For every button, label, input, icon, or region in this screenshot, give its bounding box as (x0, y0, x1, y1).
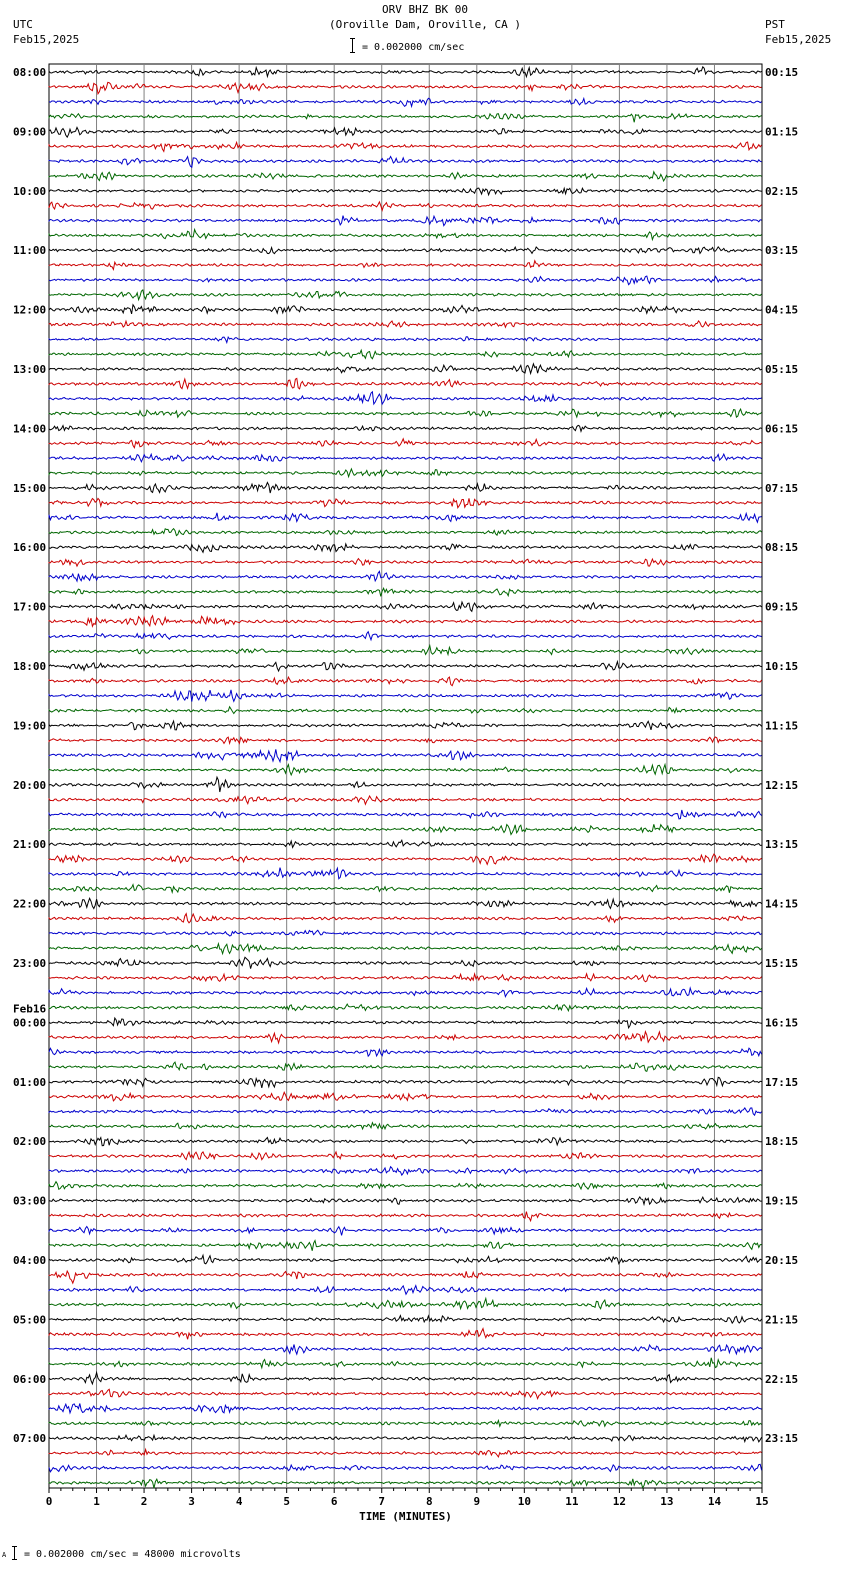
seismic-trace (49, 749, 762, 761)
seismic-trace (49, 454, 762, 462)
seismic-trace (49, 230, 762, 240)
pst-hour-label: 17:15 (765, 1075, 799, 1089)
seismic-trace (49, 662, 762, 671)
x-tick-label: 0 (45, 1495, 53, 1508)
pst-hour-label: 20:15 (765, 1254, 799, 1267)
seismic-trace (49, 67, 762, 77)
seismic-trace (49, 1389, 762, 1398)
seismic-trace (49, 885, 762, 893)
seismic-trace (49, 1435, 762, 1442)
seismic-trace (49, 765, 762, 775)
seismic-trace (49, 1227, 762, 1236)
seismic-trace (49, 1167, 762, 1175)
seismic-trace (49, 1138, 762, 1146)
header-scale-label: = 0.002000 cm/sec (362, 42, 465, 53)
pst-hour-label: 02:15 (765, 184, 799, 198)
seismic-trace (49, 1286, 762, 1295)
seismic-trace (49, 1421, 762, 1427)
x-tick-label: 4 (235, 1495, 243, 1508)
seismic-trace (49, 98, 762, 106)
x-axis-label: TIME (MINUTES) (359, 1510, 452, 1523)
seismic-trace (49, 544, 762, 552)
utc-hour-label: 14:00 (13, 422, 47, 436)
x-tick-label: 9 (473, 1495, 481, 1508)
pst-hour-label: 14:15 (765, 897, 799, 911)
pst-hour-label: 11:15 (765, 719, 799, 733)
seismic-trace (49, 707, 762, 714)
footer-scale-label: = 0.002000 cm/sec = 48000 microvolts (24, 1549, 241, 1560)
utc-hour-label: 10:00 (13, 184, 47, 198)
seismic-trace (49, 1358, 762, 1368)
seismic-trace (49, 439, 762, 448)
seismic-trace (49, 1404, 762, 1413)
seismic-trace (49, 321, 762, 327)
pst-hour-label: 00:15 (765, 66, 799, 79)
seismic-trace (49, 1479, 762, 1488)
seismic-trace (49, 1077, 762, 1088)
seismic-trace (49, 1197, 762, 1204)
seismic-trace (49, 854, 762, 864)
seismic-trace (49, 127, 762, 137)
seismic-trace (49, 810, 762, 819)
seismic-trace (49, 632, 762, 640)
date-change-label: Feb16 (13, 1002, 47, 1016)
utc-hour-label: 01:00 (13, 1075, 47, 1089)
pst-hour-label: 07:15 (765, 481, 799, 495)
seismic-trace (49, 202, 762, 210)
seismic-trace (49, 1212, 762, 1221)
right-timezone: PST (765, 18, 785, 31)
left-date: Feb15,2025 (13, 33, 80, 46)
utc-hour-label: 19:00 (13, 719, 47, 733)
pst-hour-label: 13:15 (765, 838, 799, 852)
seismic-trace (49, 142, 762, 151)
x-tick-label: 14 (707, 1495, 722, 1508)
seismic-trace (49, 796, 762, 804)
seismic-trace (49, 571, 762, 581)
utc-hour-label: 18:00 (13, 660, 47, 673)
pst-hour-label: 08:15 (765, 541, 799, 555)
seismic-trace (49, 350, 762, 359)
station-title: ORV BHZ BK 00 (381, 3, 469, 16)
seismic-trace (49, 616, 762, 627)
pst-hour-label: 09:15 (765, 600, 799, 614)
seismic-trace (49, 824, 762, 834)
utc-hour-label: 22:00 (13, 897, 47, 911)
utc-hour-label: 15:00 (13, 481, 47, 495)
utc-hour-label: 08:00 (13, 66, 47, 79)
utc-hour-label: 11:00 (13, 244, 47, 258)
seismic-trace (49, 1123, 762, 1129)
seismic-trace (49, 974, 762, 982)
seismic-trace (49, 290, 762, 300)
seismic-trace (49, 1018, 762, 1028)
utc-hour-label: 09:00 (13, 125, 47, 139)
seismic-trace (49, 216, 762, 226)
utc-hour-label: 00:00 (13, 1016, 47, 1030)
pst-hour-label: 10:15 (765, 660, 799, 673)
seismic-trace (49, 840, 762, 847)
seismic-trace (49, 677, 762, 686)
seismic-trace (49, 737, 762, 743)
station-location: (Oroville Dam, Oroville, CA ) (328, 18, 522, 31)
x-tick-label: 2 (140, 1495, 148, 1508)
pst-hour-label: 22:15 (765, 1372, 799, 1386)
seismic-trace (49, 1271, 762, 1283)
right-date: Feb15,2025 (765, 33, 832, 46)
seismic-trace (49, 188, 762, 195)
x-tick-label: 15 (755, 1495, 769, 1508)
utc-hour-label: 23:00 (13, 957, 47, 970)
seismic-trace (49, 559, 762, 567)
seismic-trace (49, 529, 762, 536)
seismic-trace (49, 337, 762, 343)
seismic-trace (49, 1316, 762, 1324)
seismic-trace (49, 588, 762, 596)
seismic-trace (49, 602, 762, 611)
utc-hour-label: 21:00 (13, 838, 47, 852)
pst-hour-label: 03:15 (765, 244, 799, 258)
pst-hour-label: 23:15 (765, 1432, 799, 1446)
seismic-trace (49, 483, 762, 494)
seismic-trace (49, 1048, 762, 1056)
utc-hour-label: 05:00 (13, 1313, 47, 1327)
x-tick-label: 10 (517, 1495, 531, 1508)
seismic-trace (49, 261, 762, 270)
seismic-trace (49, 1152, 762, 1160)
seismic-trace (49, 1032, 762, 1043)
seismic-trace (49, 425, 762, 431)
seismic-trace (49, 378, 762, 389)
x-tick-label: 12 (612, 1495, 627, 1508)
seismic-trace (49, 646, 762, 655)
seismic-trace (49, 82, 762, 93)
seismic-trace (49, 930, 762, 936)
utc-hour-label: 07:00 (13, 1432, 47, 1446)
seismic-trace (49, 898, 762, 908)
utc-hour-label: 13:00 (13, 363, 47, 376)
utc-hour-label: 03:00 (13, 1194, 47, 1208)
pst-hour-label: 05:15 (765, 363, 799, 376)
seismic-trace (49, 1108, 762, 1115)
seismic-trace (49, 690, 762, 702)
seismic-trace (49, 1464, 762, 1472)
seismic-trace (49, 392, 762, 404)
left-timezone: UTC (13, 18, 33, 31)
utc-hour-label: 02:00 (13, 1135, 47, 1149)
seismic-trace (49, 1062, 762, 1071)
seismic-trace (49, 721, 762, 730)
pst-hour-label: 21:15 (765, 1313, 799, 1327)
utc-hour-label: 12:00 (13, 303, 47, 317)
x-tick-label: 13 (660, 1495, 674, 1508)
x-tick-label: 1 (93, 1495, 100, 1508)
x-tick-label: 5 (283, 1495, 290, 1508)
pst-hour-label: 16:15 (765, 1016, 799, 1030)
pst-hour-label: 18:15 (765, 1135, 799, 1149)
utc-hour-label: 20:00 (13, 778, 47, 792)
seismic-trace (49, 114, 762, 123)
seismic-trace (49, 364, 762, 374)
seismic-trace (49, 1241, 762, 1251)
seismic-trace (49, 1299, 762, 1309)
pst-hour-label: 12:15 (765, 778, 799, 792)
pst-hour-label: 04:15 (765, 303, 799, 317)
seismic-trace (49, 1345, 762, 1355)
seismic-trace (49, 469, 762, 477)
seismic-trace (49, 172, 762, 181)
pst-hour-label: 01:15 (765, 125, 799, 139)
utc-hour-label: 17:00 (13, 600, 47, 614)
seismic-trace (49, 276, 762, 285)
seismic-trace (49, 914, 762, 923)
seismic-trace (49, 513, 762, 522)
seismic-trace (49, 305, 762, 314)
seismic-trace (49, 157, 762, 168)
seismic-trace (49, 1329, 762, 1340)
seismic-trace (49, 247, 762, 254)
seismic-trace (49, 409, 762, 417)
seismic-trace (49, 498, 762, 507)
footer-prefix: A (2, 1551, 7, 1559)
seismic-trace (49, 944, 762, 954)
seismic-trace (49, 868, 762, 879)
utc-hour-label: 16:00 (13, 541, 47, 555)
utc-hour-label: 06:00 (13, 1372, 47, 1386)
x-tick-label: 11 (565, 1495, 579, 1508)
x-tick-label: 8 (425, 1495, 433, 1508)
seismic-trace (49, 1373, 762, 1384)
x-tick-label: 3 (188, 1495, 195, 1508)
seismic-trace (49, 1182, 762, 1190)
pst-hour-label: 15:15 (765, 957, 799, 970)
pst-hour-label: 06:15 (765, 422, 799, 436)
seismic-trace (49, 1092, 762, 1101)
pst-hour-label: 19:15 (765, 1194, 799, 1208)
x-tick-label: 7 (378, 1495, 386, 1508)
seismic-trace (49, 1255, 762, 1264)
seismic-trace (49, 1004, 762, 1011)
seismic-trace (49, 777, 762, 792)
seismic-trace (49, 957, 762, 968)
footer-scale-bar (14, 1546, 15, 1560)
seismic-trace (49, 1450, 762, 1457)
utc-hour-label: 04:00 (13, 1254, 47, 1267)
x-tick-label: 6 (330, 1495, 338, 1508)
seismic-trace (49, 988, 762, 997)
